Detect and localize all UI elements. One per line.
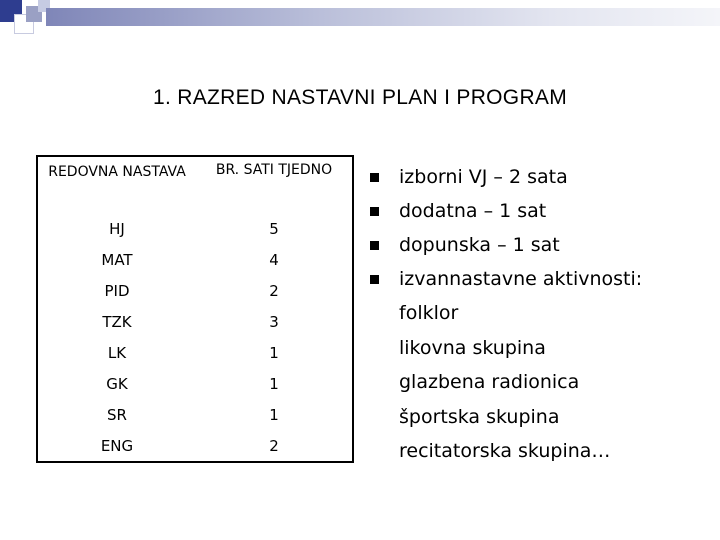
activities-list bbox=[370, 160, 710, 469]
cell-hours: 2 bbox=[269, 436, 279, 455]
cell-hours: 1 bbox=[269, 343, 279, 362]
header-subject: REDOVNA NASTAVA bbox=[48, 164, 186, 180]
cell-subject: GK bbox=[106, 374, 128, 393]
cell-hours: 3 bbox=[269, 312, 279, 331]
list-item bbox=[370, 194, 710, 228]
table-row bbox=[38, 368, 352, 399]
table-row bbox=[38, 244, 352, 275]
cell-hours: 2 bbox=[269, 281, 279, 300]
square-bullet-icon bbox=[370, 207, 379, 216]
table-row bbox=[38, 399, 352, 430]
sub-list-item: likovna skupina bbox=[399, 336, 546, 359]
list-item-text: dodatna – 1 sat bbox=[399, 200, 547, 222]
cell-hours: 5 bbox=[269, 219, 279, 238]
list-item-text: izvannastavne aktivnosti: bbox=[399, 268, 643, 290]
cell-subject: TZK bbox=[102, 312, 132, 331]
cell-subject: MAT bbox=[101, 250, 133, 269]
table-row bbox=[38, 337, 352, 368]
list-item-text: izborni VJ – 2 sata bbox=[399, 166, 568, 188]
decorative-gradient-bar bbox=[46, 8, 720, 26]
list-item-text: dopunska – 1 sat bbox=[399, 234, 560, 256]
square-bullet-icon bbox=[370, 241, 379, 250]
table-row bbox=[38, 430, 352, 461]
table-row bbox=[38, 306, 352, 337]
sub-list-item: recitatorska skupina… bbox=[399, 440, 611, 462]
cell-subject: SR bbox=[107, 405, 127, 424]
list-item bbox=[370, 262, 710, 296]
table-header-row bbox=[38, 157, 352, 213]
square-bullet-icon bbox=[370, 275, 379, 284]
cell-subject: PID bbox=[104, 281, 130, 300]
table-row bbox=[38, 275, 352, 306]
cell-hours: 4 bbox=[269, 250, 279, 269]
cell-subject: LK bbox=[107, 343, 127, 362]
table-row bbox=[38, 213, 352, 244]
list-item bbox=[370, 228, 710, 262]
sub-list-item: folklor bbox=[399, 302, 459, 324]
curriculum-table bbox=[36, 155, 354, 463]
cell-hours: 1 bbox=[269, 405, 279, 424]
square-bullet-icon bbox=[370, 173, 379, 182]
header-hours: BR. SATI TJEDNO bbox=[215, 162, 333, 178]
slide-title: 1. RAZRED NASTAVNI PLAN I PROGRAM bbox=[152, 86, 568, 109]
sub-list-item: glazbena radionica bbox=[399, 371, 580, 393]
cell-hours: 1 bbox=[269, 374, 279, 393]
sub-list-item: športska skupina bbox=[399, 405, 560, 428]
cell-subject: ENG bbox=[100, 436, 134, 455]
list-item bbox=[370, 160, 710, 194]
cell-subject: HJ bbox=[109, 219, 125, 238]
